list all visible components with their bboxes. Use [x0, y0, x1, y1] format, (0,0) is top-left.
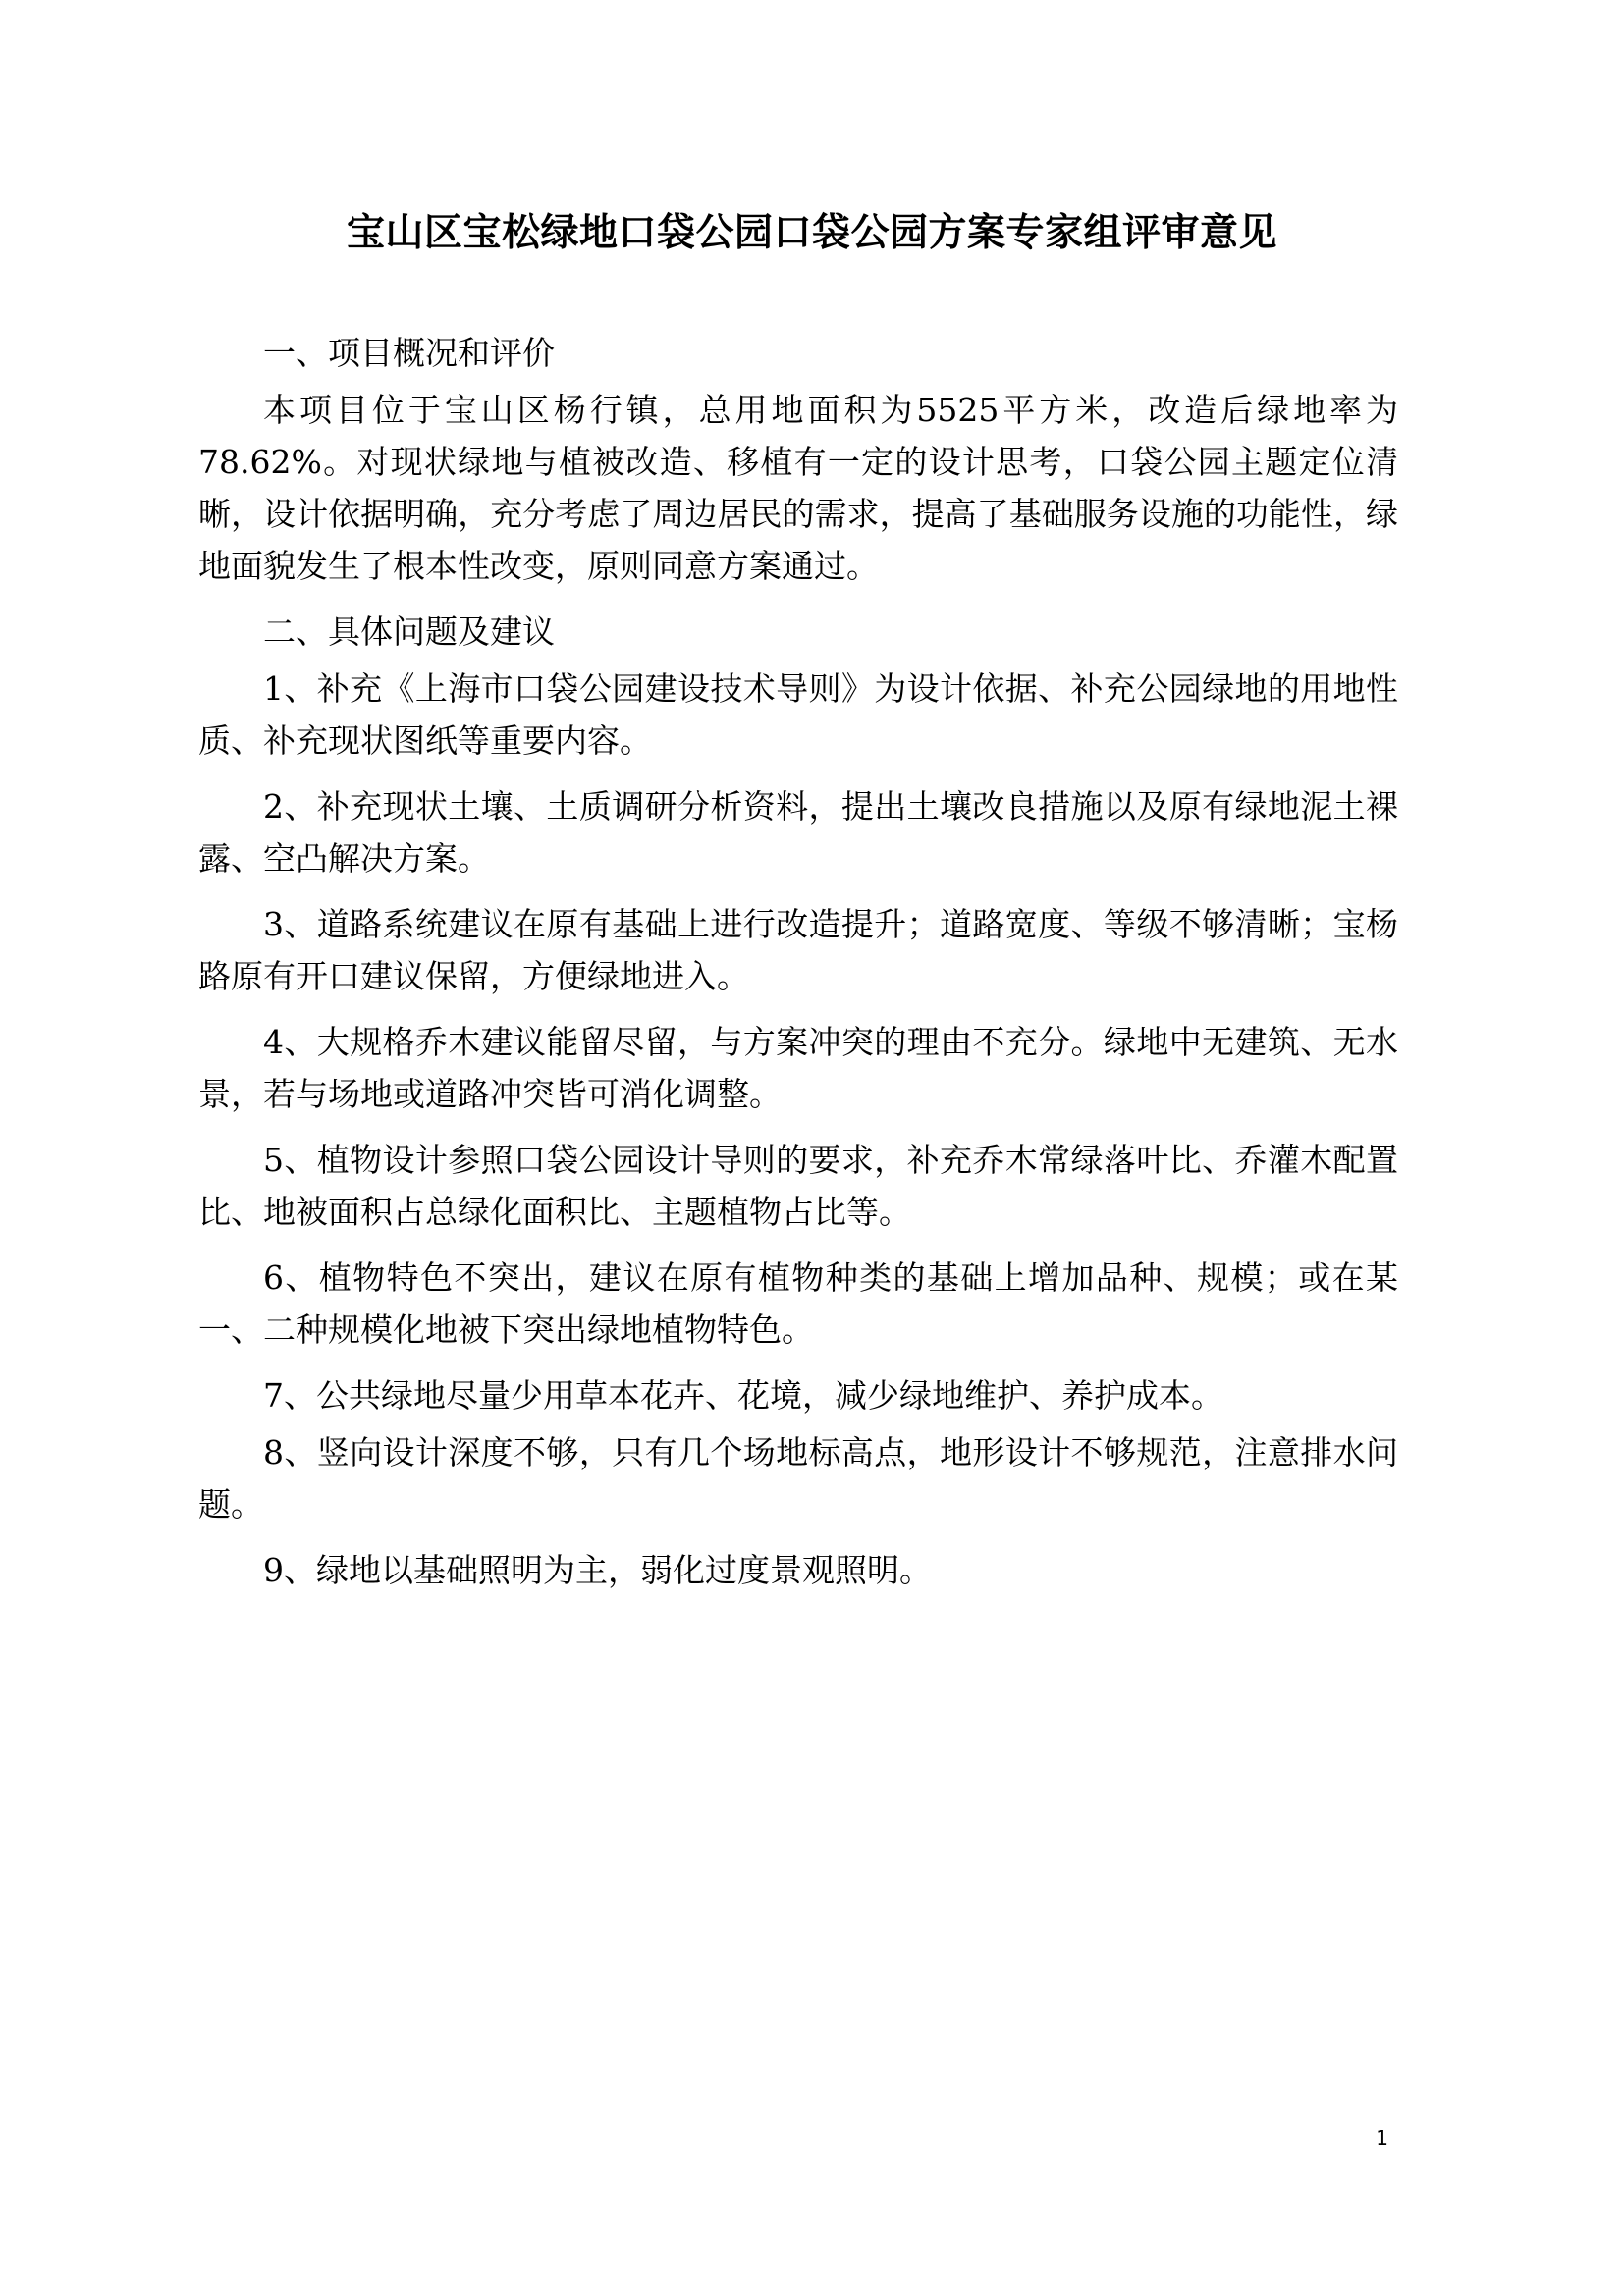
- suggestion-item-3: 3、道路系统建议在原有基础上进行改造提升；道路宽度、等级不够清晰；宝杨路原有开口建议保留，方便绿地进入。: [198, 905, 1398, 995]
- suggestion-item-7: 7、公共绿地尽量少用草本花卉、花境，减少绿地维护、养护成本。: [263, 1376, 1223, 1415]
- suggestion-item-5: 5、植物设计参照口袋公园设计导则的要求，补充乔木常绿落叶比、乔灌木配置比、地被面积占总绿化面积比、主题植物占比等。: [198, 1141, 1398, 1231]
- suggestion-item-4: 4、大规格乔木建议能留尽留，与方案冲突的理由不充分。绿地中无建筑、无水景，若与场地或道路冲突皆可消化调整。: [198, 1023, 1398, 1113]
- section-2-heading: 二、具体问题及建议: [263, 613, 555, 651]
- suggestion-item-2: 2、补充现状土壤、土质调研分析资料，提出土壤改良措施以及原有绿地泥土裸露、空凸解决方案。: [198, 787, 1398, 878]
- document-title: 宝山区宝松绿地口袋公园口袋公园方案专家组评审意见: [346, 211, 1277, 255]
- suggestion-item-1: 1、补充《上海市口袋公园建设技术导则》为设计依据、补充公园绿地的用地性质、补充现状图纸等重要内容。: [198, 669, 1398, 760]
- page-number: 1: [1376, 2126, 1388, 2150]
- section-1-heading: 一、项目概况和评价: [263, 334, 555, 372]
- suggestion-item-6: 6、植物特色不突出，建议在原有植物种类的基础上增加品种、规模；或在某一、二种规模化地被下突出绿地植物特色。: [198, 1258, 1398, 1349]
- document-body: [198, 327, 1398, 1596]
- section-1-paragraph: 本项目位于宝山区杨行镇，总用地面积为5525平方米，改造后绿地率为78.62%。对现状绿地与植被改造、移植有一定的设计思考，口袋公园主题定位清晰，设计依据明确，充分考虑了周边居民的需求，提高了基础服务设施的功能性，绿地面貌发生了根本性改变，原则同意方案通过。: [198, 391, 1398, 585]
- suggestion-item-8: 8、竖向设计深度不够，只有几个场地标高点，地形设计不够规范，注意排水问题。: [198, 1433, 1398, 1523]
- suggestion-item-9: 9、绿地以基础照明为主，弱化过度景观照明。: [263, 1551, 932, 1589]
